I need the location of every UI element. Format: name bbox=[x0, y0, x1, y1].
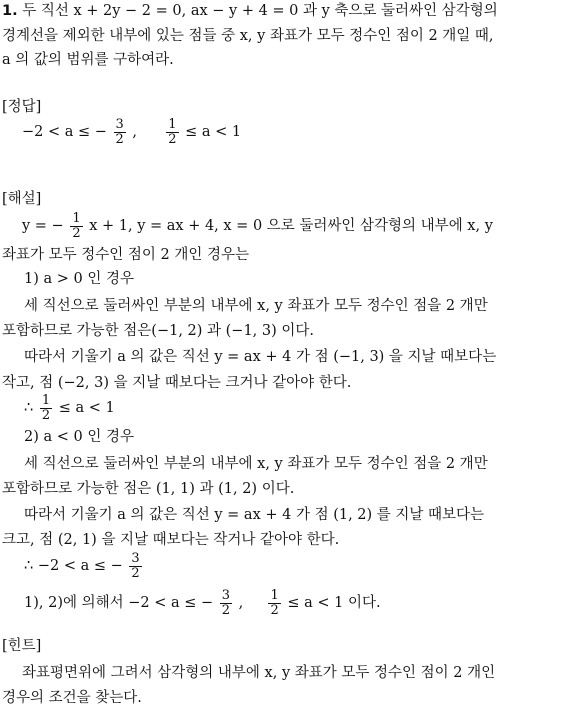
case-1-line-3: 따라서 기울기 a 의 값은 직선 y = ax + 4 가 점 (−1, 3) 을 지날 때보다는 bbox=[24, 349, 497, 365]
case-2-fraction bbox=[129, 552, 141, 581]
conclusion-pre: 1), 2)에 의해서 −2 < a ≤ − bbox=[24, 595, 214, 611]
case-2-line-3: 따라서 기울기 a 의 값은 직선 y = ax + 4 가 점 (1, 2) 를 지날 때보다는 bbox=[24, 507, 485, 523]
problem-line-2: 경계선을 제외한 내부에 있는 점들 중 x, y 좌표가 모두 정수인 점이 2 개일 때, bbox=[2, 28, 494, 44]
case-2-fraction-num: 3 bbox=[131, 550, 140, 566]
case-1-fraction bbox=[40, 394, 52, 423]
case-1-result-post: ≤ a < 1 bbox=[58, 400, 115, 416]
case-1-line-1: 세 직선으로 둘러싸인 부분의 내부에 x, y 좌표가 모두 정수인 점을 2 개만 bbox=[24, 298, 488, 314]
solution-fraction-1 bbox=[70, 212, 82, 241]
problem-text-1: 두 직선 x + 2y − 2 = 0, ax − y + 4 = 0 과 y 축으로 둘러싸인 삼각형의 bbox=[22, 3, 498, 19]
conclusion-fraction-2 bbox=[268, 589, 280, 618]
solution-fraction-1-num: 1 bbox=[72, 210, 81, 226]
case-1-therefore: ∴ bbox=[24, 400, 34, 416]
case-1-fraction-den: 2 bbox=[41, 407, 51, 423]
solution-header: [해설] bbox=[2, 191, 42, 207]
solution-line-1 bbox=[22, 210, 493, 242]
problem-line-3: a 의 값의 범위를 구하여라. bbox=[2, 52, 174, 68]
problem-number: 1. bbox=[2, 3, 18, 19]
conclusion-fraction-1 bbox=[220, 589, 232, 618]
answer-part1-left: −2 < a ≤ − bbox=[22, 124, 107, 140]
answer-fraction-1 bbox=[114, 118, 126, 147]
solution-eq-pre: y = − bbox=[22, 218, 64, 234]
case-2-line-4: 크고, 점 (2, 1) 을 지날 때보다는 작거나 같아야 한다. bbox=[2, 532, 340, 548]
case-2-line-2: 포함하므로 가능한 점은 (1, 1) 과 (1, 2) 이다. bbox=[2, 481, 295, 497]
answer-line bbox=[22, 116, 241, 148]
conclusion-line bbox=[24, 587, 381, 619]
case-1-line-4: 작고, 점 (−2, 3) 을 지날 때보다는 크거나 같아야 한다. bbox=[2, 375, 352, 391]
conclusion-separator: , bbox=[238, 595, 244, 611]
solution-line-2: 좌표가 모두 정수인 점이 2 개인 경우는 bbox=[2, 247, 249, 263]
case-1-result bbox=[24, 392, 115, 424]
answer-fraction-1-den: 2 bbox=[115, 131, 124, 147]
answer-separator: , bbox=[132, 124, 138, 140]
problem-line-1 bbox=[2, 2, 498, 20]
answer-fraction-2 bbox=[166, 118, 178, 147]
case-1-line-2: 포함하므로 가능한 점은(−1, 2) 과 (−1, 3) 이다. bbox=[2, 323, 315, 339]
hint-header: [힌트] bbox=[2, 638, 42, 654]
conclusion-post: ≤ a < 1 이다. bbox=[287, 595, 381, 611]
hint-line-2: 경우의 조건을 찾는다. bbox=[2, 690, 142, 706]
answer-fraction-2-den: 2 bbox=[168, 131, 177, 147]
hint-line-1: 좌표평면위에 그려서 삼각형의 내부에 x, y 좌표가 모두 정수인 점이 2 개인 bbox=[22, 665, 496, 681]
answer-header: [정답] bbox=[2, 99, 42, 115]
conclusion-fraction-2-num: 1 bbox=[270, 587, 279, 603]
solution-fraction-1-den: 2 bbox=[72, 225, 81, 241]
conclusion-fraction-2-den: 2 bbox=[270, 602, 279, 618]
answer-part2-right: ≤ a < 1 bbox=[185, 124, 242, 140]
case-2-title: 2) a < 0 인 경우 bbox=[24, 429, 134, 445]
case-2-result bbox=[24, 550, 144, 582]
case-2-fraction-den: 2 bbox=[131, 565, 140, 581]
case-2-result-pre: ∴ −2 < a ≤ − bbox=[24, 558, 123, 574]
case-1-fraction-num: 1 bbox=[41, 392, 51, 408]
case-2-line-1: 세 직선으로 둘러싸인 부분의 내부에 x, y 좌표가 모두 정수인 점을 2 개만 bbox=[24, 456, 488, 472]
case-1-title: 1) a > 0 인 경우 bbox=[24, 271, 134, 287]
conclusion-fraction-1-den: 2 bbox=[221, 602, 231, 618]
solution-eq-post: x + 1, y = ax + 4, x = 0 으로 둘러싸인 삼각형의 내부에 x, y bbox=[89, 218, 493, 234]
answer-fraction-1-num: 3 bbox=[115, 116, 124, 132]
conclusion-fraction-1-num: 3 bbox=[221, 587, 231, 603]
answer-fraction-2-num: 1 bbox=[168, 116, 177, 132]
